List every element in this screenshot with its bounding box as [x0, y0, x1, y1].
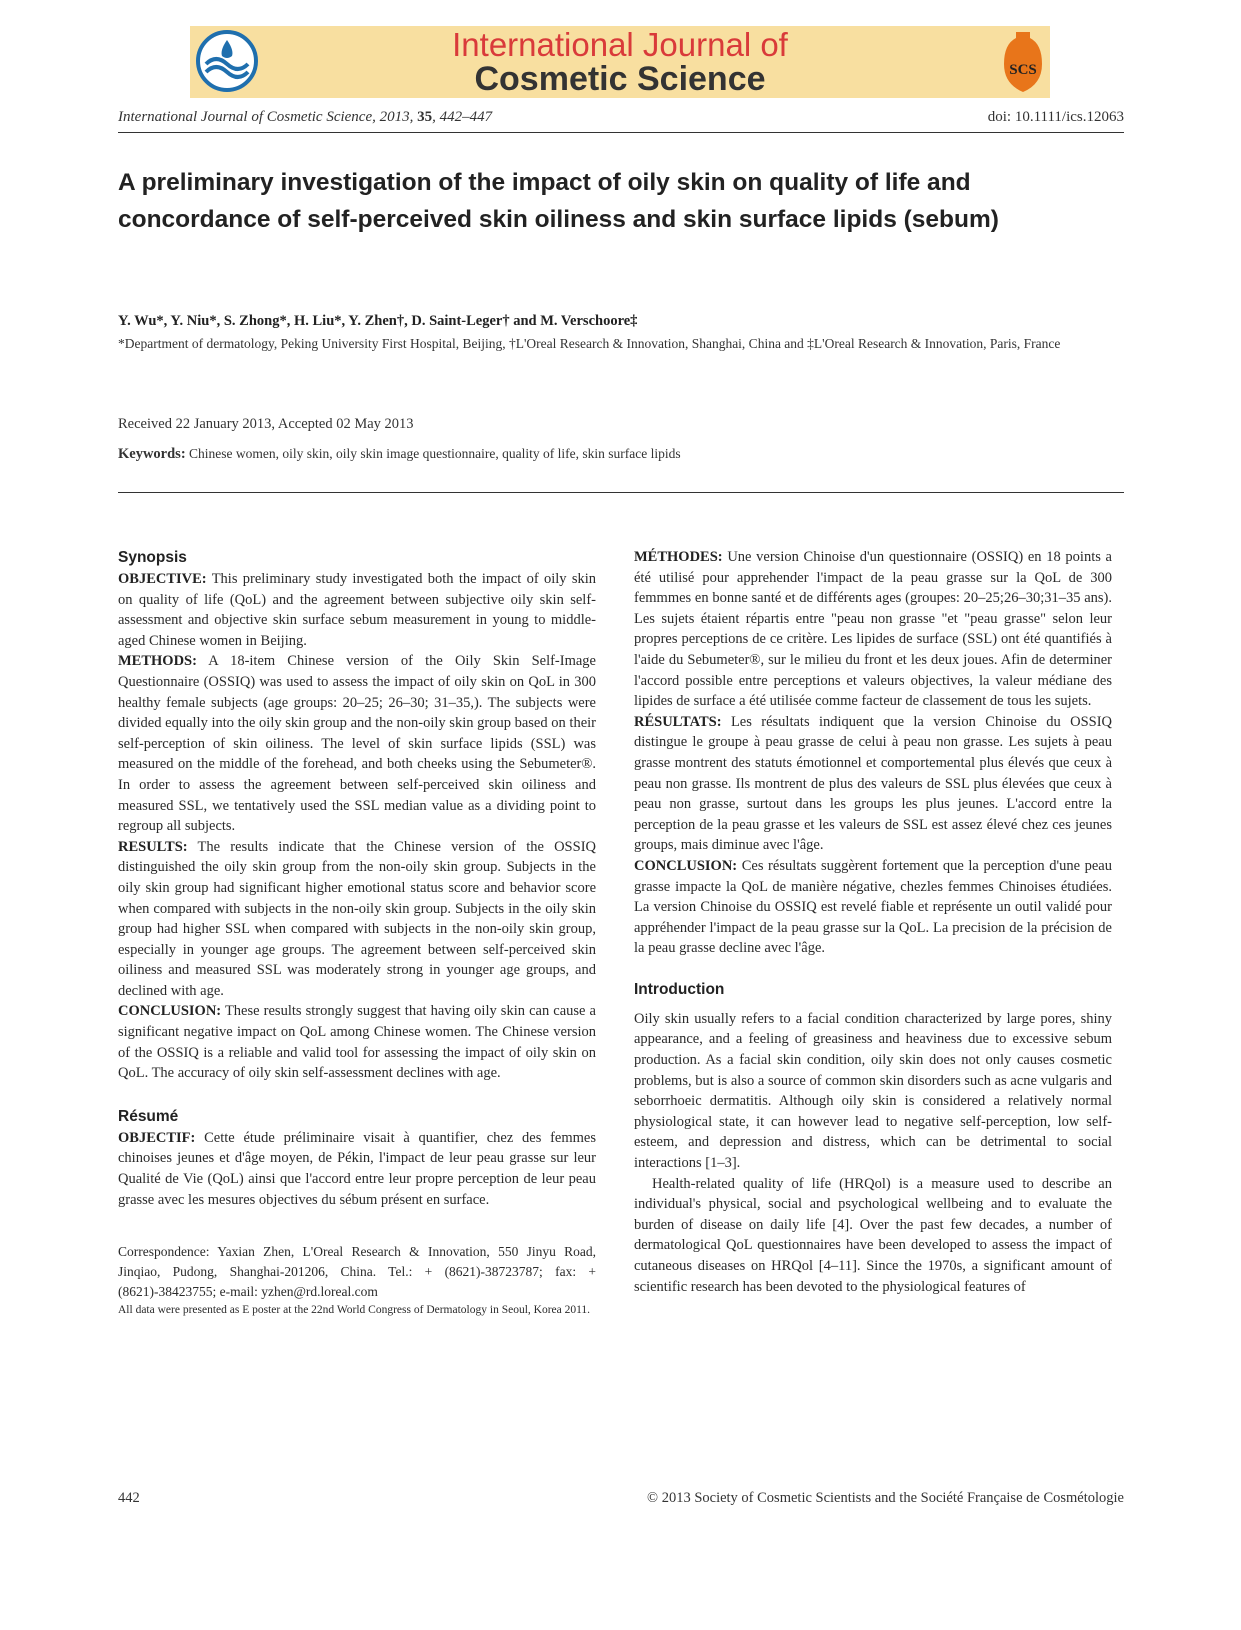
journal-name-line2: Cosmetic Science: [474, 60, 766, 98]
resume-resultats: RÉSULTATS: Les résultats indiquent que la version Chinoise du OSSIQ distingue le groupe à peau grasse de celui à peau non grasse. Les sujets à peau grasse montrent des statuts émotionnel et comportemental plus élevés que ceux à peau non grasse. Ils montrent de plus des valeurs de SSL plus élevées que ceux à peau non grasse, surtout dans les groups les plus jeunes. L'accord entre la perception de la peau grasse et les valeurs de SSL est assez élevé chez ces jeunes groups, mais diminue avec l'âge.: [634, 713, 1112, 854]
received-dates: Received 22 January 2013, Accepted 02 May 2013: [118, 416, 414, 432]
synopsis-heading: Synopsis: [118, 549, 187, 566]
citation-pages: , 442–447: [432, 109, 493, 125]
citation-volume: 35: [417, 109, 433, 125]
synopsis-methods: METHODS: A 18-item Chinese version of the Oily Skin Self-Image Questionnaire (OSSIQ) was used to assess the impact of oily skin on QoL in 300 healthy female subjects (age groups: 20–25; 26–30; 31–35,). The subjects were divided equally into the oily skin group and the non-oily skin group based on their self-perception of skin oiliness. The level of skin surface lipids (SSL) was measured on the middle of the forehead, and both cheeks using the Sebumeter®. In order to assess the agreement between self-perceived skin oiliness and measured SSL, we tentatively used the SSL median value as a dividing point to regroup all subjects.: [118, 653, 596, 835]
synopsis-conclusion: CONCLUSION: These results strongly suggest that having oily skin can cause a significant negative impact on QoL among Chinese women. The Chinese version of the OSSIQ is a reliable and valid tool for assessing the impact of oily skin on QoL. The accuracy of oily skin self-assessment declines with age.: [118, 1003, 596, 1082]
keywords: [118, 446, 681, 463]
resume-heading: Résumé: [118, 1107, 179, 1125]
page-number: 442: [118, 1490, 140, 1506]
resume-methodes: MÉTHODES: Une version Chinoise d'un questionnaire (OSSIQ) en 18 points a été utilisé pour apprehender l'impact de la peau grasse sur la QoL de 300 femmmes en bonne santé et de différents ages (groupes: 20–25;26–30;31–35 ans). Les sujets étaient répartis entre "peau non grasse "et "peau grasse" selon leur propres perceptions de ce critère. Les lipides de surface (SSL) ont été quantifiés à l'aide du Sebumeter®, sur le milieu du front et les deux joues. Afin de determiner l'accord possible entre perceptions et valeurs objectives, la valeur médiane des lipides de surface a été utilisée comme facteur de classement de tous les sujets.: [634, 549, 1112, 710]
citation-year: , 2013,: [372, 109, 418, 125]
left-column: [118, 547, 596, 1318]
resume-objectif: OBJECTIF: Cette étude préliminaire visait à quantifier, chez des femmes chinoises jeunes et d'âge moyen, de Pékin, l'impact de leur peau grasse sur leur Qualité de Vie (QoL) ainsi que l'accord entre leur propre perception de leur peau grasse avec les mesures objectives du sébum présent en surface.: [118, 1129, 596, 1208]
keywords-list: Chinese women, oily skin, oily skin image questionnaire, quality of life, skin surface lipids: [189, 446, 681, 461]
synopsis-results: RESULTS: The results indicate that the Chinese version of the OSSIQ distinguished the oily skin group from the non-oily skin group. Subjects in the oily skin group had significant higher emotional status score and behavior score when compared with subjects in the non-oily skin group. Subjects in the oily skin group had higher SSL when compared with subjects in the non-oily skin group, especially in younger age groups. The agreement between self-perceived skin oiliness and measured SSL was moderately strong in younger age groups, and declined with age.: [118, 838, 596, 999]
presentation-note: All data were presented as E poster at the 22nd World Congress of Dermatology in Seoul, Korea 2011.: [118, 1304, 591, 1317]
article-title: A preliminary investigation of the impact of oily skin on quality of life and concordance of self-perceived skin oiliness and skin surface lipids (sebum): [118, 169, 999, 233]
abstract-divider: [118, 492, 1124, 493]
synopsis-objective: OBJECTIVE: This preliminary study investigated both the impact of oily skin on quality of life (QoL) and the agreement between subjective oily skin self-assessment and objective skin surface sebum measurement in young to middle-aged Chinese women in Beijing.: [118, 571, 596, 649]
keywords-label: Keywords:: [118, 446, 186, 462]
header-divider: [118, 132, 1124, 133]
introduction-heading: Introduction: [634, 980, 725, 998]
resume-conclusion: CONCLUSION: Ces résultats suggèrent fortement que la perception d'une peau grasse impacte la QoL de manière négative, chezles femmes Chinoises étudiées. La version Chinoise du OSSIQ est revelé fiable et représente un outil validé pour appréhender l'impact de la peau grasse sur la QoL. La precision de la précision de la peau grasse decline avec l'âge.: [634, 857, 1112, 957]
affiliations: *Department of dermatology, Peking University First Hospital, Beijing, †L'Oreal Research & Innovation, Shanghai, China and ‡L'Oreal Research & Innovation, Paris, France: [118, 336, 1061, 351]
scs-logo-icon: [1000, 30, 1046, 94]
citation-line: [118, 109, 492, 126]
introduction-paragraph-2: Health-related quality of life (HRQol) is a measure used to describe an individual's physical, social and psychological wellbeing and to evaluate the burden of disease on daily life [4]. Over the past few decades, a number of dermatological QoL questionnaires have been developed to assess the impact of cutaneous diseases on HRQol [4–11]. Since the 1970s, a significant amount of scientific research has been devoted to the physiological features of: [634, 1175, 1112, 1295]
right-column: [634, 547, 1112, 1297]
journal-banner: [190, 26, 1050, 98]
copyright: © 2013 Society of Cosmetic Scientists and the Société Française de Cosmétologie: [647, 1490, 1124, 1506]
scs-logo-text: SCS: [1009, 62, 1037, 78]
correspondence: Correspondence: Yaxian Zhen, L'Oreal Research & Innovation, 550 Jinyu Road, Jinqiao, Pudong, Shanghai-201206, China. Tel.: + (8621)-38723787; fax: +(8621)-38423755; e-mail: yzhen@rd.loreal.com: [118, 1244, 596, 1300]
citation-journal: International Journal of Cosmetic Science: [118, 109, 373, 125]
author-list: Y. Wu*, Y. Niu*, S. Zhong*, H. Liu*, Y. Zhen†, D. Saint-Leger† and M. Verschoore‡: [118, 313, 638, 329]
doi[interactable]: doi: 10.1111/ics.12063: [987, 109, 1124, 125]
introduction-paragraph-1: Oily skin usually refers to a facial condition characterized by large pores, shiny appearance, and a feeling of greasiness and heaviness due to excessive sebum production. As a facial skin condition, oily skin does not only causes cosmetic problems, but is also a source of common skin disorders such as acne vulgaris and seborrhoeic dermatitis. Although oily skin is considered a relatively normal physiological state, it can however lead to negative self-perception, low self-esteem, and depression and distress, which can be detrimental to social interactions [1–3].: [634, 1010, 1112, 1172]
journal-name-line1: International Journal of: [452, 26, 788, 63]
